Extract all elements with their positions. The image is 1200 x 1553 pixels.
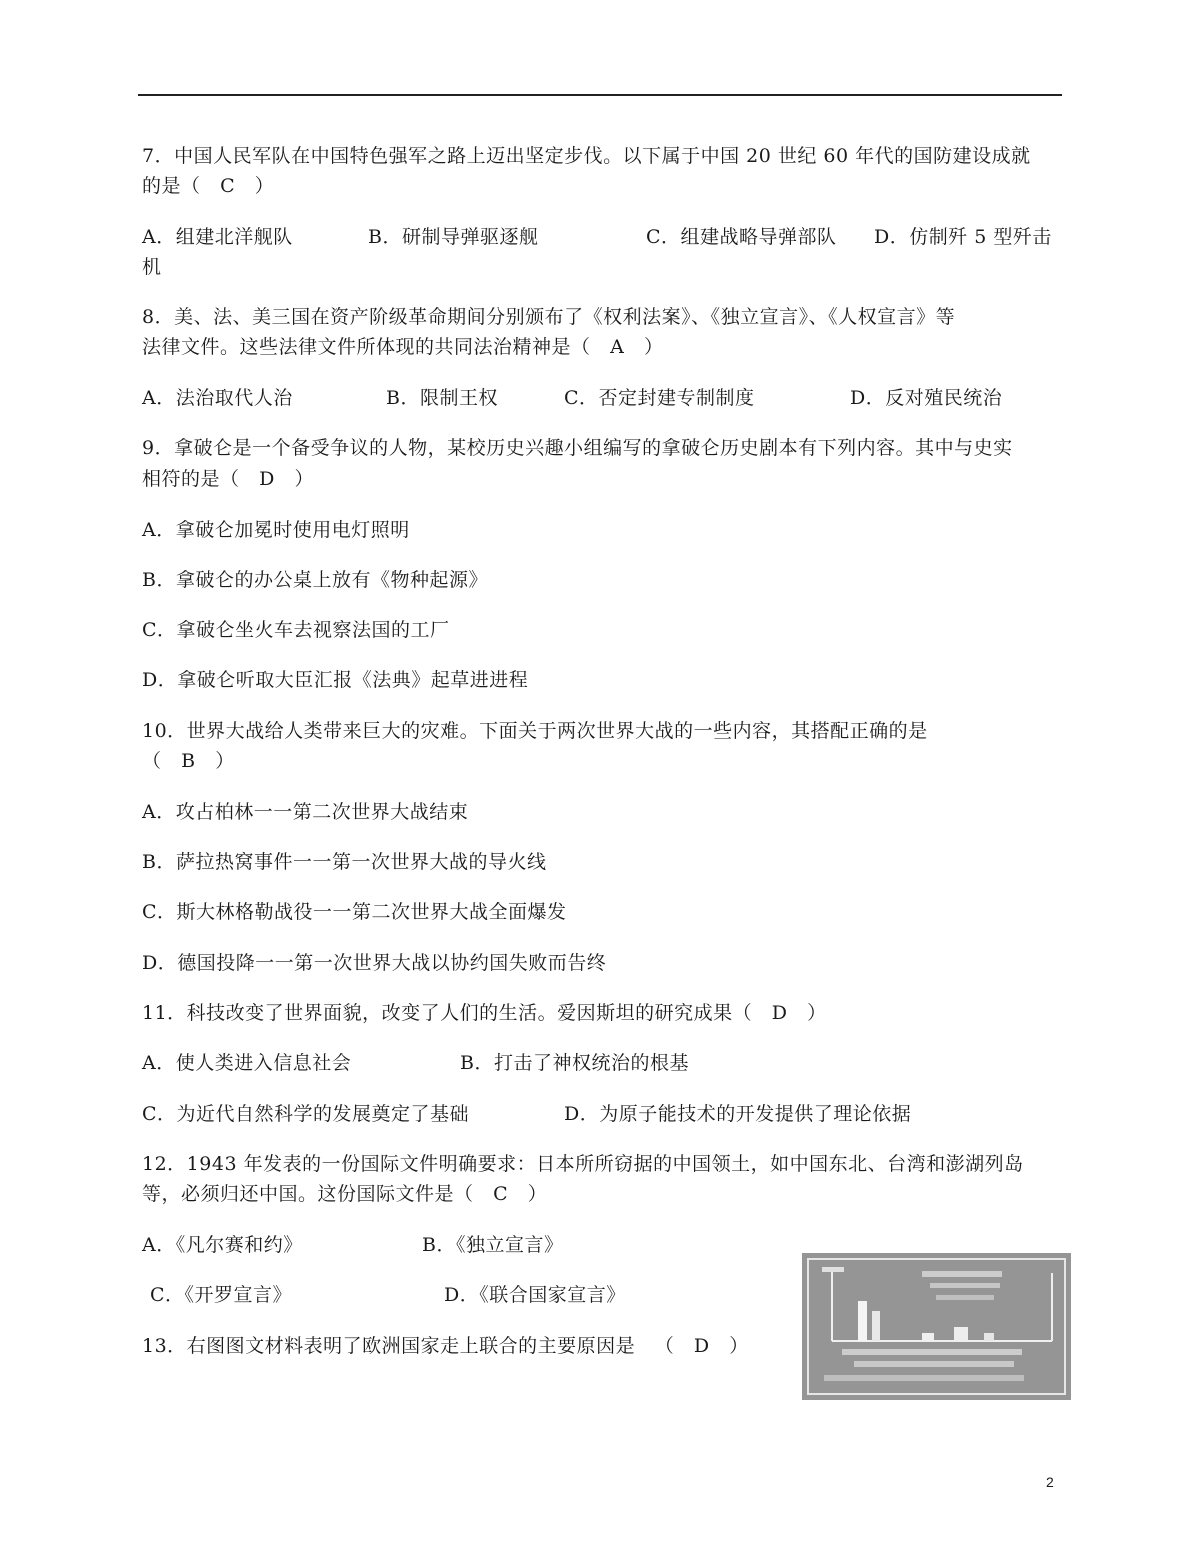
q10-stem-line2: （ B ） bbox=[142, 750, 235, 772]
q10-option-c: C．斯大林格勒战役一一第二次世界大战全面爆发 bbox=[142, 901, 567, 923]
q8-option-b: B．限制王权 bbox=[386, 387, 498, 409]
q8-option-c: C．否定封建专制制度 bbox=[564, 387, 755, 409]
q7-stem-line1: 7．中国人民军队在中国特色强军之路上迈出坚定步伐。以下属于中国 20 世纪 60 年代的国防建设成就 bbox=[142, 145, 1031, 167]
q12-stem-line2: 等，必须归还中国。这份国际文件是（ C ） bbox=[142, 1183, 548, 1205]
q8-option-d: D．反对殖民统治 bbox=[850, 387, 1003, 409]
q8-stem-line1: 8．美、法、美三国在资产阶级革命期间分别颁布了《权利法案》、《独立宣言》、《人权宣言》等 bbox=[142, 306, 956, 328]
q9-stem-line1: 9．拿破仑是一个备受争议的人物，某校历史兴趣小组编写的拿破仑历史剧本有下列内容。其中与史实 bbox=[142, 437, 1013, 459]
q10-option-d: D．德国投降一一第一次世界大战以协约国失败而告终 bbox=[142, 952, 607, 974]
q10-stem-line1: 10．世界大战给人类带来巨大的灾难。下面关于两次世界大战的一些内容，其搭配正确的是 bbox=[142, 720, 928, 742]
q7-option-d: D．仿制歼 5 型歼击 bbox=[874, 226, 1052, 248]
q9-option-c: C．拿破仑坐火车去视察法国的工厂 bbox=[142, 619, 450, 641]
page-number: 2 bbox=[1046, 1474, 1054, 1490]
q12-option-d: D．《联合国家宣言》 bbox=[444, 1284, 626, 1306]
q12-stem-line1: 12．1943 年发表的一份国际文件明确要求：日本所所窃据的中国领土，如中国东北、台湾和澎湖列岛 bbox=[142, 1153, 1024, 1175]
q7-option-c: C．组建战略导弹部队 bbox=[646, 226, 837, 248]
q7-option-b: B．研制导弹驱逐舰 bbox=[368, 226, 539, 248]
q7-option-d-continued: 机 bbox=[142, 256, 162, 278]
q7-option-a: A．组建北洋舰队 bbox=[142, 226, 293, 248]
q10-option-a: A．攻占柏林一一第二次世界大战结束 bbox=[142, 801, 469, 823]
q12-option-b: B．《独立宣言》 bbox=[422, 1234, 564, 1256]
q7-stem-line2: 的是（ C ） bbox=[142, 175, 275, 197]
q8-option-a: A．法治取代人治 bbox=[142, 387, 293, 409]
q10-option-b: B．萨拉热窝事件一一第一次世界大战的导火线 bbox=[142, 851, 547, 873]
header-rule bbox=[138, 94, 1062, 96]
q11-option-d: D．为原子能技术的开发提供了理论依据 bbox=[564, 1103, 912, 1125]
q8-stem-line2: 法律文件。这些法律文件所体现的共同法治精神是（ A ） bbox=[142, 336, 664, 358]
q9-stem-line2: 相符的是（ D ） bbox=[142, 468, 314, 490]
q9-option-b: B．拿破仑的办公桌上放有《物种起源》 bbox=[142, 569, 488, 591]
q12-option-c: C．《开罗宣言》 bbox=[150, 1284, 293, 1306]
q9-option-d: D．拿破仑听取大臣汇报《法典》起草进进程 bbox=[142, 669, 529, 691]
q11-stem-line1: 11．科技改变了世界面貌，改变了人们的生活。爱因斯坦的研究成果（ D ） bbox=[142, 1002, 827, 1024]
q11-option-c: C．为近代自然科学的发展奠定了基础 bbox=[142, 1103, 470, 1125]
q11-option-a: A．使人类进入信息社会 bbox=[142, 1052, 352, 1074]
q13-figure-image bbox=[802, 1253, 1071, 1400]
q9-option-a: A．拿破仑加冕时使用电灯照明 bbox=[142, 519, 410, 541]
q12-option-a: A．《凡尔赛和约》 bbox=[142, 1234, 303, 1256]
q11-option-b: B．打击了神权统治的根基 bbox=[460, 1052, 689, 1074]
q13-stem-line1: 13．右图图文材料表明了欧洲国家走上联合的主要原因是 （ D ） bbox=[142, 1335, 749, 1357]
